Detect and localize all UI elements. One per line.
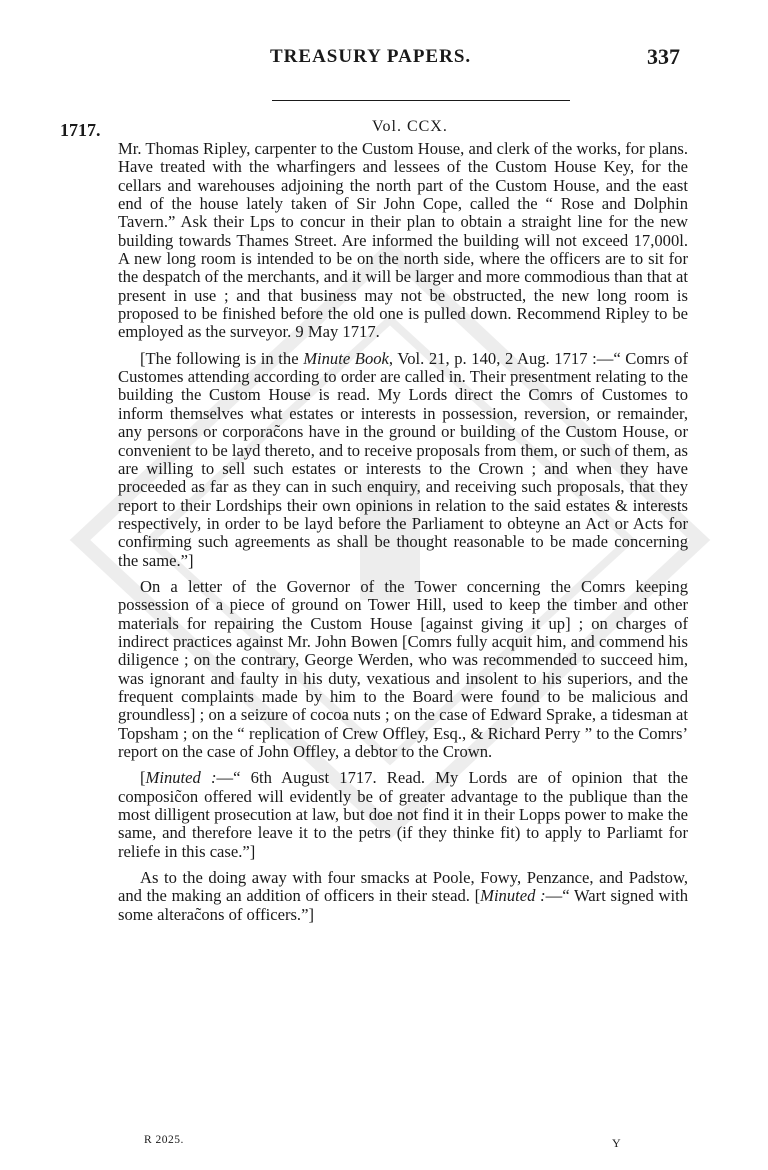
paragraph-text: Mr. Thomas Ripley, carpenter to the Custom House, and clerk of the works, for plans. Have treated with the wharfingers and lessees of the Custom House Key, for the cellars and warehouses adjoining the north part of the Custom House, and the east end of the house lately taken of Sir John Cope, called the “ Rose and Dolphin Tavern.” Ask their Lps to concur in their plan to obtain a straight line for the new building towards Thames Street. Are informed the building will not exceed 17,000l. A new long room is intended to be on the north side, where the officers are to sit for the despatch of the merchants, and it will be larger and more commodious than that at present in use ; and that business may not be obstructed, the new long room is proposed to be finished before the old one is pulled down. Recommend Ripley to be employed as the surveyor. 9 May 1717. bbox=[118, 139, 688, 342]
paragraph-text: As to the doing away with four smacks at Poole, Fowy, Penzance, and Padstow, and the making an addition of officers in their stead. [ bbox=[118, 868, 688, 906]
paragraph-text: [ bbox=[140, 768, 146, 788]
paragraph-ripley-plans bbox=[118, 140, 688, 342]
paragraph-governor-letter bbox=[118, 578, 688, 761]
running-head: TREASURY PAPERS. bbox=[270, 46, 472, 67]
page-number: 337 bbox=[647, 44, 680, 69]
paragraph-text: —“ 6th August 1717. Read. My Lords are of opinion that the composic̃on offered will evidently be of greater advantage to the publique than the most dilligent prosecution at law, but doe not find it in their Lopps power to make the same, and therefore leave it to the petrs (if they thinke fit) to apply to Parliamt for reliefe in this case.”] bbox=[118, 768, 688, 861]
paragraph-text: On a letter of the Governor of the Tower concerning the Comrs keeping possession of a piece of ground on Tower Hill, used to keep the timber and other materials for repairing the Custom House [against giving it up] ; on charges of indirect practices against Mr. John Bowen [Comrs fully acquit him, and commend his diligence ; on the contrary, George Werden, who was recommended to succeed him, was ignorant and faulty in his duty, vexatious and insolent to his superiors, and the frequent complaints made by him to the Board were found to be malicious and groundless] ; on a seizure of cocoa nuts ; on the case of Edward Sprake, a tidesman at Topsham ; on the “ replication of Crew Offley, Esq., & Richard Perry ” to the Comrs’ report on the case of John Offley, a debtor to the Crown. bbox=[118, 576, 688, 761]
paragraph-minuted-composition bbox=[118, 769, 688, 861]
document-body bbox=[118, 140, 688, 932]
paragraph-text: —“ Wart signed with some alterac̃ons of officers.”] bbox=[118, 886, 688, 924]
paragraph-minute-book bbox=[118, 350, 688, 570]
paragraph-text: , Vol. 21, p. 140, 2 Aug. 1717 :—“ Comrs of Customes attending according to order are called in. Their presentment relating to the building the Custom House is read. My Lords direct the Comrs of Customes to inform themselves what estates or interests in possession, reversion, or remainder, any persons or corporac̃ons have in the ground or building of the Custom House, or convenient to be layd thereto, and to receive proposals from them, or such of them, as are willing to sell such estates or interests to the Crown ; and when they have proceeded as far as they can in such enquiry, and receiving such proposals, that they report to their Lordships their own opinions in relation to the said estates & interests respectively, in order to be layd before the Parliament to obteyne an Act or Acts for confirming such agreements as shall be thought reasonable to be made concerning the same.”] bbox=[118, 348, 688, 570]
signature-mark: Y bbox=[612, 1136, 621, 1150]
margin-year: 1717. bbox=[60, 120, 101, 140]
header-rule bbox=[272, 100, 570, 101]
printer-signature: R 2025. bbox=[144, 1134, 184, 1146]
volume-heading: Vol. CCX. bbox=[372, 118, 448, 135]
paragraph-text: [The following is in the bbox=[140, 348, 304, 368]
paragraph-four-smacks bbox=[118, 869, 688, 924]
italic-text: Minuted : bbox=[145, 768, 217, 788]
italic-text: Minuted : bbox=[480, 886, 546, 906]
italic-text: Minute Book bbox=[303, 348, 389, 368]
